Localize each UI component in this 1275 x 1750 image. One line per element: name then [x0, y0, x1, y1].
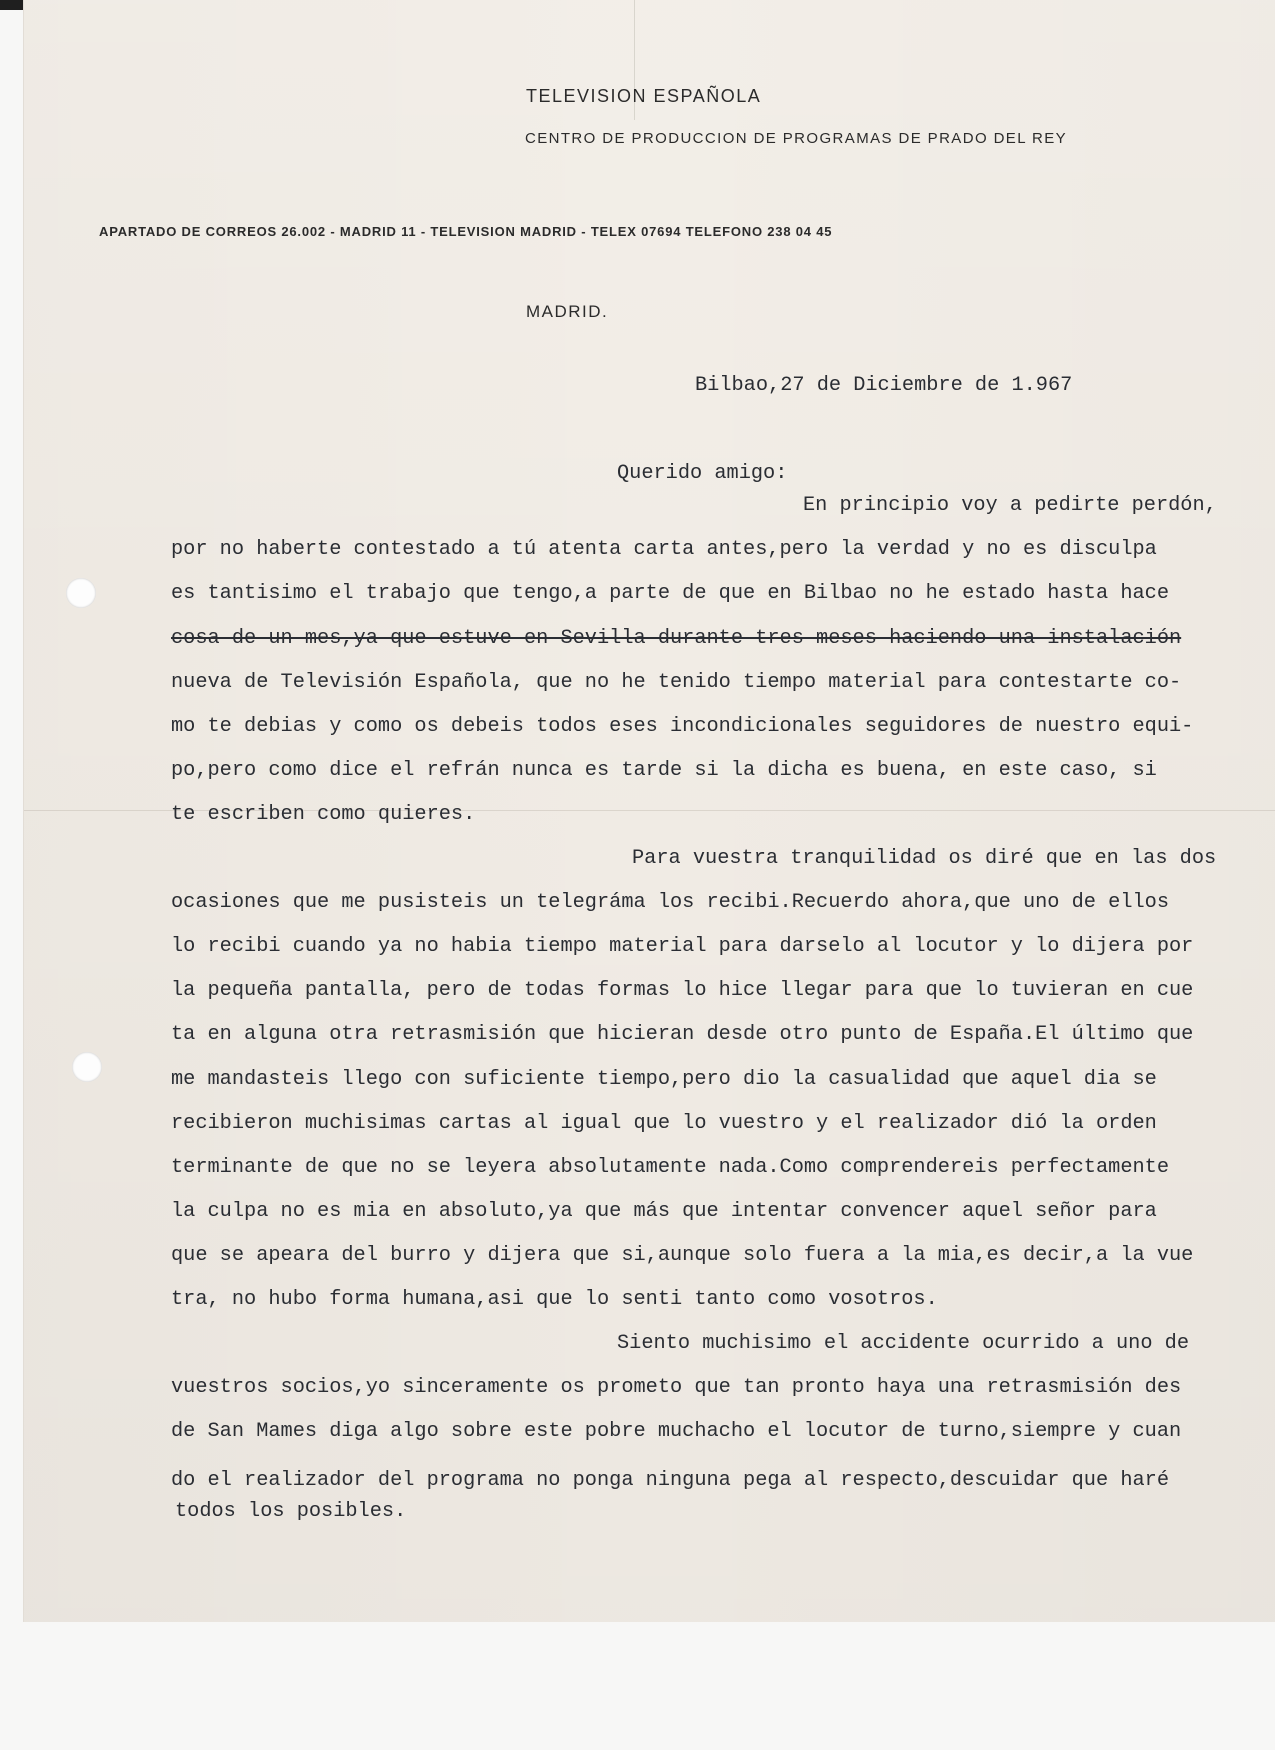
- body-line: Siento muchisimo el accidente ocurrido a uno de: [617, 1332, 1190, 1355]
- body-line: la pequeña pantalla, pero de todas formas lo hice llegar para que lo tuvieran en cue: [171, 979, 1194, 1002]
- body-line: vuestros socios,yo sinceramente os prometo que tan pronto haya una retrasmisión des: [171, 1376, 1182, 1399]
- letter-date: Bilbao,27 de Diciembre de 1.967: [695, 374, 1073, 397]
- scan-edge-shadow: [0, 0, 24, 10]
- body-line: de San Mames diga algo sobre este pobre muchacho el locutor de turno,siempre y cuan: [171, 1420, 1182, 1443]
- body-line: do el realizador del programa no ponga ninguna pega al respecto,descuidar que haré: [171, 1469, 1169, 1492]
- body-line: la culpa no es mia en absoluto,ya que más que intentar convencer aquel señor para: [171, 1200, 1157, 1223]
- body-line: todos los posibles.: [175, 1500, 407, 1523]
- body-line: ocasiones que me pusisteis un telegráma los recibi.Recuerdo ahora,que uno de ellos: [171, 891, 1169, 914]
- body-line: es tantisimo el trabajo que tengo,a parte de que en Bilbao no he estado hasta hace: [171, 582, 1169, 605]
- body-line: lo recibi cuando ya no habia tiempo material para darselo al locutor y lo dijera por: [171, 935, 1194, 958]
- punch-hole-bottom: [72, 1052, 102, 1082]
- letterhead-city: MADRID.: [526, 302, 609, 321]
- letterhead-address: APARTADO DE CORREOS 26.002 - MADRID 11 - TELEVISION MADRID - TELEX 07694 TELEFONO 238 04 45: [99, 224, 833, 239]
- body-line: mo te debias y como os debeis todos eses incondicionales seguidores de nuestro equi-: [171, 715, 1194, 738]
- body-line: terminante de que no se leyera absolutamente nada.Como comprendereis perfectamente: [171, 1156, 1169, 1179]
- body-line: por no haberte contestado a tú atenta carta antes,pero la verdad y no es disculpa: [171, 538, 1157, 561]
- body-line: Para vuestra tranquilidad os diré que en las dos: [632, 847, 1217, 870]
- body-line: po,pero como dice el refrán nunca es tarde si la dicha es buena, en este caso, si: [171, 759, 1157, 782]
- body-line-struck: cosa de un mes,ya que estuve en Sevilla durante tres meses haciendo una instalación: [171, 627, 1182, 650]
- body-line: tra, no hubo forma humana,asi que lo senti tanto como vosotros.: [171, 1288, 938, 1311]
- body-line: recibieron muchisimas cartas al igual que lo vuestro y el realizador dió la orden: [171, 1112, 1157, 1135]
- body-line: me mandasteis llego con suficiente tiempo,pero dio la casualidad que aquel dia se: [171, 1068, 1157, 1091]
- letterhead-title: TELEVISION ESPAÑOLA: [526, 86, 762, 106]
- body-line: ta en alguna otra retrasmisión que hicieran desde otro punto de España.El último que: [171, 1023, 1194, 1046]
- body-line: En principio voy a pedirte perdón,: [803, 494, 1217, 517]
- body-line: nueva de Televisión Española, que no he tenido tiempo material para contestarte co-: [171, 671, 1182, 694]
- punch-hole-top: [66, 578, 96, 608]
- body-line: te escriben como quieres.: [171, 803, 476, 826]
- body-line: que se apeara del burro y dijera que si,aunque solo fuera a la mia,es decir,a la vue: [171, 1244, 1194, 1267]
- letterhead-subtitle: CENTRO DE PRODUCCION DE PROGRAMAS DE PRADO DEL REY: [525, 130, 1068, 147]
- letter-salutation: Querido amigo:: [617, 462, 788, 485]
